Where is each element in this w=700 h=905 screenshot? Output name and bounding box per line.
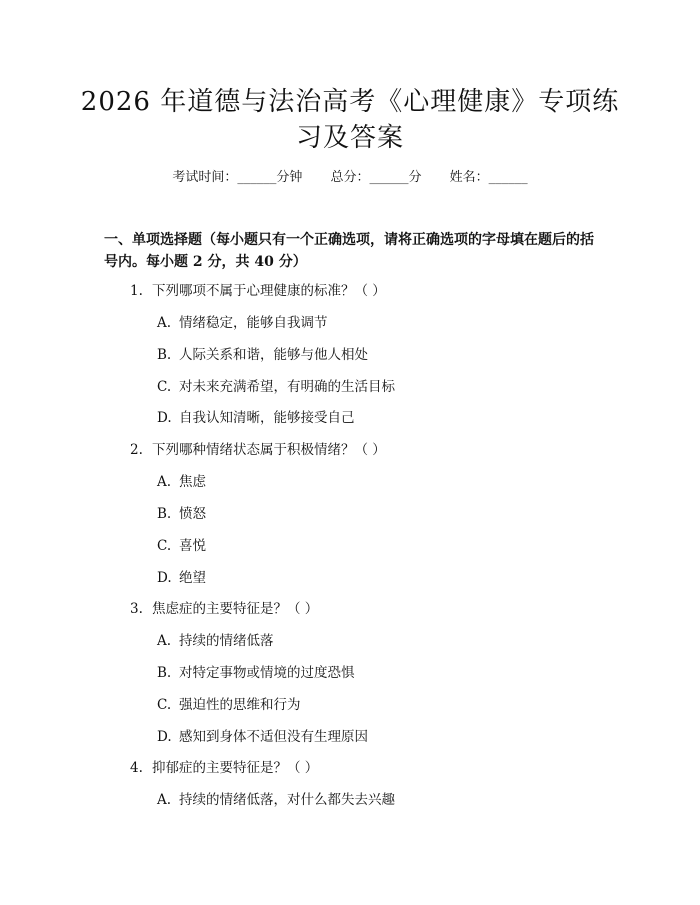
section-heading-line-1: 一、单项选择题（每小题只有一个正确选项，请将正确选项的字母填在题后的括: [104, 232, 594, 248]
question-text: 下列哪种情绪状态属于积极情绪？（ ）: [152, 442, 386, 458]
question-text: 焦虑症的主要特征是？（ ）: [152, 601, 319, 617]
section-heading-line-2: 号内。每小题 2 分，共 40 分）: [104, 254, 307, 270]
question-3-option-a: [157, 631, 274, 651]
option-text: 自我认知清晰，能够接受自己: [179, 410, 355, 426]
question-number: 1.: [130, 283, 143, 299]
option-text: 喜悦: [179, 538, 206, 554]
option-letter: C.: [157, 538, 172, 554]
question-2-option-d: [157, 568, 206, 588]
question-1-option-d: [157, 408, 355, 428]
option-letter: A.: [157, 315, 172, 331]
option-text: 对特定事物或情境的过度恐惧: [179, 665, 355, 681]
question-1-option-a: [157, 313, 328, 333]
option-letter: A.: [157, 474, 172, 490]
question-3-option-d: [157, 727, 368, 747]
option-letter: B.: [157, 665, 172, 681]
option-text: 感知到身体不适但没有生理原因: [179, 729, 368, 745]
option-text: 愤怒: [179, 506, 206, 522]
option-text: 持续的情绪低落，对什么都失去兴趣: [179, 792, 395, 808]
question-2: [130, 440, 386, 460]
option-letter: A.: [157, 792, 172, 808]
option-letter: B.: [157, 506, 172, 522]
option-text: 焦虑: [179, 474, 206, 490]
option-text: 绝望: [179, 570, 206, 586]
question-number: 4.: [130, 760, 143, 776]
question-3: [130, 599, 318, 619]
page-title-line-1: 2026 年道德与法治高考《心理健康》专项练: [80, 87, 620, 117]
page-title-line-2: 习及答案: [295, 123, 404, 153]
option-letter: A.: [157, 633, 172, 649]
question-3-option-b: [157, 663, 355, 683]
option-letter: C.: [157, 379, 172, 395]
question-2-option-b: [157, 504, 206, 524]
option-text: 持续的情绪低落: [179, 633, 274, 649]
question-4-option-a: [157, 790, 395, 810]
question-2-option-c: [157, 536, 206, 556]
total-score-field: 总分：______分: [330, 170, 422, 185]
student-name-field: 姓名：______: [449, 170, 528, 185]
option-text: 强迫性的思维和行为: [179, 697, 301, 713]
exam-info-row: [0, 168, 700, 188]
option-letter: D.: [157, 729, 172, 745]
option-text: 人际关系和谐，能够与他人相处: [179, 347, 368, 363]
option-letter: D.: [157, 570, 172, 586]
question-1: [130, 281, 386, 301]
question-text: 下列哪项不属于心理健康的标准？（ ）: [152, 283, 386, 299]
option-letter: B.: [157, 347, 172, 363]
question-number: 3.: [130, 601, 143, 617]
question-4: [130, 758, 318, 778]
option-letter: D.: [157, 410, 172, 426]
question-1-option-b: [157, 345, 368, 365]
option-text: 情绪稳定，能够自我调节: [179, 315, 328, 331]
question-number: 2.: [130, 442, 143, 458]
question-2-option-a: [157, 472, 206, 492]
question-3-option-c: [157, 695, 301, 715]
question-text: 抑郁症的主要特征是？（ ）: [152, 760, 319, 776]
question-1-option-c: [157, 377, 395, 397]
exam-time-field: 考试时间：______分钟: [172, 170, 303, 185]
option-text: 对未来充满希望，有明确的生活目标: [179, 379, 395, 395]
option-letter: C.: [157, 697, 172, 713]
